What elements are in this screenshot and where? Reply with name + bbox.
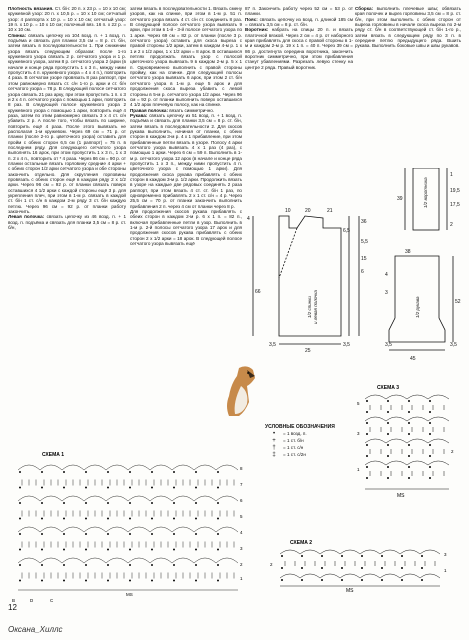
scheme-2-row-1: 1: [444, 568, 447, 573]
chain-icon: •: [272, 430, 276, 437]
dim-35a: 3,5: [269, 342, 276, 348]
collar-text: набрать на спицы 20 п. и вязать платочной вязкой. Через 2 см = 4 р. от наборного края прибавлять для скоса с правой стороны в 1-м и каждом 2-м р. 19 х 1 п. = 40 п. Через 39 см = 86 р. достигнута середина воротника, закончить воротник симметрично, при этом прибавления станут убавлениями. Разрезать левую стенку на центре 2 ряда. Правый воротник.: [245, 27, 353, 70]
left-front-heading: Левая полочка:: [8, 214, 45, 220]
scheme-1-d: D: [30, 598, 34, 603]
scheme-3-row-3: 3: [357, 431, 360, 436]
assembly-text: выполнить плечевые швы; обвязать края полочек и вырез горловины 3,5 см = 8 р. ст. б/н, при этом выполнить с обеих сторон от выреза горловины в начале скоса выреза по 2-м ряду ст. б/н в соответствующей ст. б/н 1-го р., затем вязать в следующем ряду по 3 п. в середине петлю предыдущего ряда. Вшить рукава. Выполнить боковые швы и швы рукавов.: [355, 6, 461, 49]
collie-photo: [217, 362, 267, 422]
dim-3: 3: [385, 290, 388, 296]
front-label: и левая полочка: [313, 290, 318, 324]
scheme-1-row-6: 6: [240, 498, 243, 503]
right-front-heading: Правая полочка:: [130, 107, 169, 113]
legend-item: = 1 ст. с/2н: [283, 452, 306, 457]
legend-item: = 1 ст. с/н: [283, 445, 304, 450]
left-front-text: связать цепочку из 46 возд. п. + 1 возд. п. подъёма и связать для планки 3,5 см = 8 р. ст. б/н,: [8, 214, 126, 231]
text-column-4: [355, 6, 461, 167]
text-column-2: [130, 6, 242, 418]
legend-item: = 1 возд. п.: [283, 431, 307, 436]
left-front-continued: затем вязать в последовательности 1. Вязать смену узоров, как на спинке, при этом в 1-м р. 51 п. сетчатого узора вязать 4 ст. с/н ст. соединить 8 раз. В следующей полосе сетчатого узора вывязать 9 арки, при этом в 1-й - 3-й полосе сетчатого узора по 1 арке. Через 69 см = 82 р. от планки (после 3 р. сетчатого узора) оставить для скоса выреза с правой стороны 1/2 арки, затем в каждом 4-м р. 1 х 1 и 2 х 1/2 арки, 1 х 1/2 арки = 8 арок. В оставшихся петлях продолжать вязать узор с полосой цветочного узора вывязать 9 в каждом 2-м р. 5 х 1 п. Одновременно выполнить с правой стороны пройму, как на спинке. Для следующей полосы сетчатого узора вывязать 6 арок, при этом 2 ст. б/н сетчатого узора в 1-м р. еще 5 арок и для продолжения скоса выреза убавить с левой стороны в 5-м р. сетчатого узора 1/2 арки. Через 96 см = 92 р. от планки выполнить поверх оставшихся 4 1/2 арок плечевую полосу, как на спинке.: [130, 6, 242, 108]
dim-355b: 3,5: [385, 342, 392, 348]
scheme-1-row-4: 4: [240, 530, 243, 535]
legend-item: = 1 ст. б/н: [283, 438, 304, 443]
scheme-1-row-3: 3: [240, 546, 243, 551]
dim-65: 6,5: [343, 228, 350, 234]
scheme-1-row-8: 8: [240, 466, 243, 471]
treble-crochet-icon: ‡: [272, 451, 276, 458]
sleeves-text: связать цепочку из 51 возд. п. + 1 возд. п. подъёма и связать для планки 3,5 см = 8 р. ст. б/н, затем вязать в последовательности 2. Для скосов рукава выполнить, начиная от планки, с обеих сторон в каждом 3-м р. 4 х 1 прибавление, при этом прибавленные петли вязать в узоре. Полосу 4 арки сетчатого узора вывязать 4 х 1 раз (4 раз), с помощью 1 арки. Через 6 см = 59 п. Выполнить в 1-м р. сетчатого узора 12 арок (в начале и конце ряда пропустить 1 х 3 п., между ними пропустить 4 п. цветочного узора с помощью 1 арки). Для продолжения скоса рукава прибавлять с обеих сторон в каждом 3-м р. 1/2 арки. Продолжить вязать в узоре на каждые две рядовых соединять 2 раза раппорт, при этом вязать 4 ст. ст. б/н 1 раз, по одновременно прибавлять 2 х 1 ст. с/н = 4 р. Через 25,5 см = 70 р. от планки закончить выполнить прибавления 2 п. через 4 см от планки через 8 р.: [130, 112, 242, 209]
garment-pattern-diagram: [245, 168, 465, 373]
dim-25: 25: [305, 348, 311, 354]
dim-52: 52: [455, 299, 461, 305]
dim-1: 1: [450, 172, 453, 178]
dim-15: 15: [361, 256, 367, 262]
scheme-3-row-2: 2: [451, 449, 454, 454]
scheme-3-row-1: 1: [357, 467, 360, 472]
sleeves-heading: Рукава:: [130, 112, 148, 118]
assembly-heading: Сборка:: [355, 6, 374, 11]
double-crochet-icon: †: [272, 444, 276, 451]
dim-21: 21: [327, 208, 333, 214]
dim-19: 19,5: [450, 188, 460, 194]
scheme-3-title: СХЕМА 3: [377, 385, 400, 391]
scheme-1-c: C: [50, 598, 54, 603]
dim-17: 17,5: [450, 202, 460, 208]
sleeves-continued: Для продолжения скосов рукава прибавлять с обеих сторон в каждом 2-м р. 6 х 1 п. = 82 п., включая прибавленные петли в узор. Выполнить в 1-м р. 2-й полосы сетчатого узора 17 арок и для продолжения скосов рукава прибавлять с обеих сторон 2 х 1/2 арки = 18 арок. В следующей полосе сетчатого узора вывязать ещё: [130, 209, 242, 247]
density-text: Ст. б/н: 20 п. х 23 р. = 10 х 10 см; кружевной узор: 20 п. х 10,5 р. = 10 х 10 см; сетчатый узор: 4 раппорта х 10 р. = 10 х 10 см; сетчатый узор: 19 п. х 10 р. = 10 х 10 см; полочный вяз. 16 п. х 22 р. = 10 х 10 см.: [8, 6, 126, 33]
belt-heading: Пояс:: [245, 16, 258, 22]
collar-heading: Воротник:: [245, 27, 269, 33]
dim-4: 4: [247, 216, 250, 222]
scheme-2-row-2: 2: [270, 562, 273, 567]
sleeves-end: 87 п. Закончить работу через 52 см = 53 р. от планки.: [245, 6, 353, 17]
collar-label: 1/2 воротника: [423, 177, 428, 208]
signature-watermark: Оксана_Хиллс: [8, 625, 63, 634]
back-text: связать цепочку из 104 возд. п. + 1 возд. п. подъёма и связать для планки 3,5 см = 8 р. ст. б/н, затем вязать в последовательности 1. При снижении узора вязать следующим образом: после 1-го кружевного узора связать 2 р. сетчатого узора и 1 р. кружевного узора, затем 8 р. сетчатого узора 2 (арки (в начале и конце ряда пропустить 1 х 3 п., между ними пропустить 4 п. кружевного узора = 4 х 4 п.), повторить 4 раза. В сетчатом узоре провязать 8 раз раппорт, при этом равномерно вязать ст. с/н 1-го р. арки и ст. б/н сетчатого узора = 78 р. В следующей полосе сетчатого узора связать 21 раз арку, при этом пропустить 1 п. х 3 и 2 х 4 п. сетчатого узора с помощью 1 арки, повторить 8 раз. В следующей полосе кружевного узора 2 кружевного узора с помощью 1 арки, повторить ещё 4 раза, затем по этим равномерно связать 3 х 4 ст. с/н убавить 2 р. А после того, чтобы вязать по ширине, повторить ещё 4 раза. После этого вывязать не располагая 1-м кружевом. Через 69 см = 71 р. от планки (после 2-го р. цветочного узора) оставить для пройм с обеих сторон 6,5 см (1 раппорт) = 75 п. в последнем ряду. Для следующего сетчатого узора выполнять 16 арок, при этом пропустить 1 х 3 п., 1 х 3 п. 2 х 4 п., повторить от * 4 раза. Через 86 см = 90 р. от планки остальные вязать горловину средние 4 арки + с обеих сторон 1/2 арки сетчатого узора и обе стороны закончить отдельно. Для скругления горловины провязать с обеих сторон ещё в каждом ряду 2 х 1/2 арки. Через 96 см = 92 р. от планки связать поверх оставшихся 4 1/2 арки с каждой стороны ещё 3 р. для укрепления плеч, при этом в 1-м р. связать в каждой ст. б/н 1 ст. с/н в каждом 2-м ряду 3 ст. б/н каждую петлю. Через 96 см = 92 р. от планки работу закончить.: [8, 32, 126, 215]
dim-2: 2: [450, 222, 453, 228]
scheme-3-ms: MS: [397, 493, 405, 499]
legend-title: УСЛОВНЫЕ ОБОЗНАЧЕНИЯ: [265, 424, 335, 430]
scheme-1-row-1: 1: [240, 576, 243, 581]
back-heading: Спинка:: [8, 32, 27, 38]
dim-39: 39: [397, 196, 403, 202]
dim-6: 6: [361, 269, 364, 275]
dim-5: 5,5: [361, 239, 368, 245]
page-number: 12: [8, 603, 17, 612]
dim-45: 45: [410, 356, 416, 362]
scheme-1-chart: [6, 450, 256, 610]
sleeve-label: 1/2 рукава: [415, 296, 420, 318]
text-column-3: [245, 6, 353, 167]
scheme-1-ms: MS: [126, 592, 133, 597]
belt-text: связать цепочку из возд. п. длиной 185 см = связать 3,5 см = 8 р. ст. б/н.: [245, 16, 353, 28]
scheme-1-b: B: [12, 598, 16, 603]
dim-20: 20: [305, 208, 311, 214]
scheme-3-row-5: 5: [357, 401, 360, 406]
legend: [265, 424, 343, 458]
scheme-1-row-2: 2: [240, 562, 243, 567]
right-front-text: вязать симметрично.: [169, 107, 215, 113]
density-heading: Плотность вязания.: [8, 6, 54, 11]
scheme-2-title: СХЕМА 2: [290, 540, 313, 546]
dim-38: 38: [405, 249, 411, 255]
scheme-2-row-3: 3: [444, 552, 447, 557]
dim-10: 10: [285, 208, 291, 214]
back-label: 1/2 спинки: [307, 296, 312, 318]
scheme-2-ms: MS: [346, 588, 354, 594]
dim-4b: 4: [385, 272, 388, 278]
dim-35b: 3,5: [343, 342, 350, 348]
dim-66: 66: [255, 289, 261, 295]
dim-36: 36: [361, 219, 367, 225]
scheme-1-row-5: 5: [240, 514, 243, 519]
scheme-3-chart: [355, 383, 461, 509]
scheme-1-title: СХЕМА 1: [42, 452, 65, 458]
dim-355: 3,5: [450, 342, 457, 348]
scheme-1-row-7: 7: [240, 482, 243, 487]
single-crochet-icon: +: [272, 437, 276, 444]
scheme-2-chart: [268, 536, 458, 606]
text-column-1: [8, 6, 126, 424]
